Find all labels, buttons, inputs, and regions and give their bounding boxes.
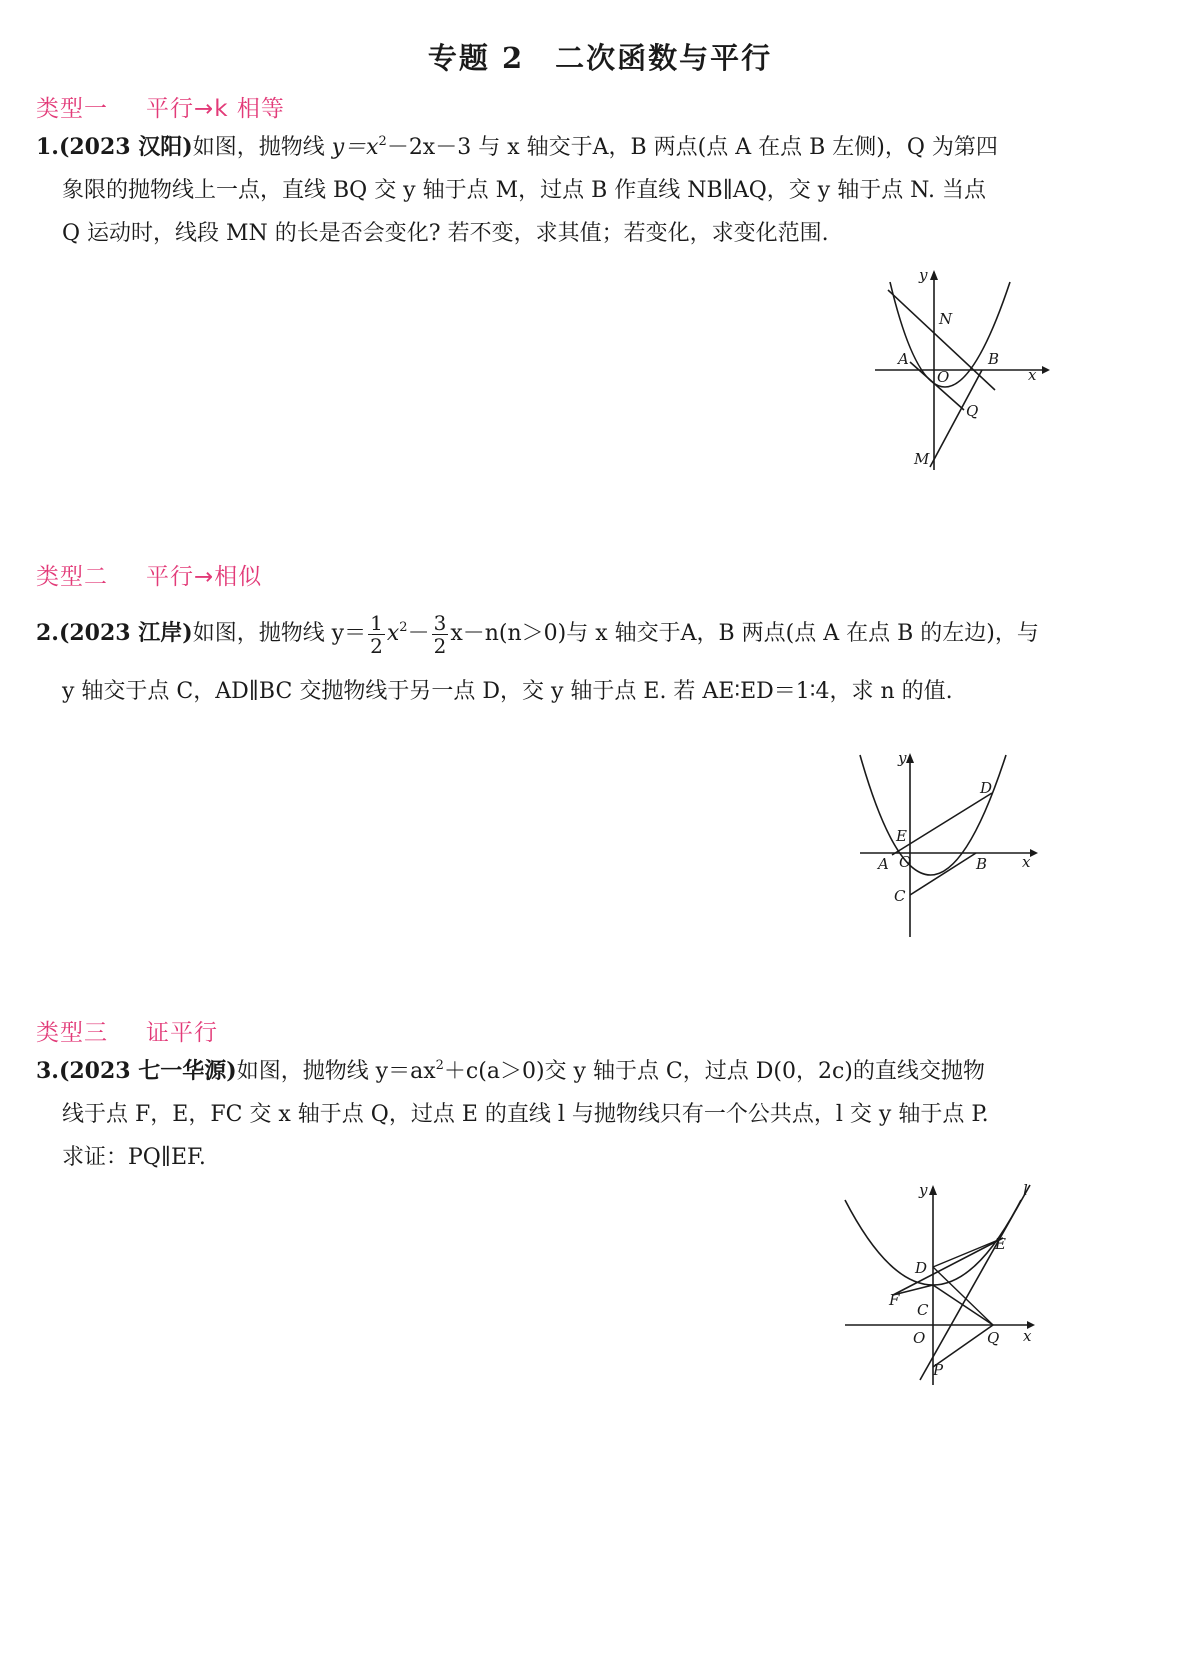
page-title: 专题 2 二次函数与平行	[427, 41, 773, 75]
problem-line: 线于点 F，E，FC 交 x 轴于点 Q，过点 E 的直线 l 与抛物线只有一个公共点，l 交 y 轴于点 P.	[62, 1102, 989, 1127]
fraction-denominator: 2	[370, 633, 383, 658]
variable: x	[386, 621, 400, 646]
problem-text: ＋c(a＞0)交 y 轴于点 C，过点 D(0，2c)的直线交抛物	[443, 1059, 985, 1084]
section-name: 证平行	[146, 1020, 218, 1046]
problem-text: 如图，抛物线 y＝ax	[236, 1059, 436, 1084]
section-label: 类型二	[36, 564, 108, 590]
point-label-D: D	[915, 1259, 928, 1277]
fraction-denominator: 2	[433, 633, 447, 658]
point-label-Q: Q	[966, 402, 979, 420]
figure-1	[870, 262, 1050, 486]
point-label-A: A	[898, 350, 909, 368]
operator: －	[407, 621, 430, 646]
exponent: 2	[378, 134, 387, 149]
problem-number: 1.	[36, 134, 59, 160]
problem-2	[36, 604, 1116, 721]
equation: y＝x	[331, 135, 379, 160]
problem-number: 2.	[36, 620, 59, 646]
point-label-E: E	[896, 827, 907, 845]
problem-text: x－n(n＞0)与 x 轴交于A，B 两点(点 A 在点 B 的左边)，与	[450, 621, 1039, 646]
section-name: 平行→k 相等	[146, 96, 285, 122]
axis-label-x: x	[1028, 366, 1037, 384]
axis-label-y: y	[898, 749, 907, 767]
fraction-numerator: 1	[370, 610, 383, 635]
exponent: 2	[435, 1058, 444, 1073]
point-label-B: B	[988, 350, 1000, 368]
exponent: 2	[399, 620, 408, 635]
problem-line: y 轴交于点 C，AD∥BC 交抛物线于另一点 D，交 y 轴于点 E. 若 AE∶ED＝1∶4，求 n 的值.	[62, 679, 953, 704]
problem-source: (2023 七一华源)	[58, 1058, 237, 1084]
point-label-Q: Q	[987, 1329, 1000, 1347]
figure-2	[850, 745, 1040, 949]
section-heading-3	[36, 1014, 218, 1047]
point-label-E: E	[995, 1235, 1006, 1253]
point-label-A: A	[878, 855, 889, 873]
point-label-D: D	[980, 779, 993, 797]
point-label-O: O	[899, 853, 912, 871]
problem-3	[36, 1050, 1116, 1179]
problem-text: 如图，抛物线	[192, 135, 332, 160]
problem-source: (2023 江岸)	[58, 620, 193, 646]
problem-source: (2023 汉阳)	[58, 134, 193, 160]
point-label-C: C	[894, 887, 906, 905]
axis-label-y: y	[919, 266, 928, 284]
axis-label-x: x	[1023, 1327, 1032, 1345]
section-name: 平行→相似	[146, 564, 263, 590]
section-label: 类型三	[36, 1020, 108, 1046]
problem-1	[36, 126, 1116, 255]
problem-line: 求证：PQ∥EF.	[62, 1145, 206, 1170]
point-label-M: M	[914, 450, 930, 468]
point-label-O: O	[913, 1329, 926, 1347]
problem-text: －2x－3 与 x 轴交于A，B 两点(点 A 在点 B 左侧)，Q 为第四	[386, 135, 998, 160]
line-label-l: l	[1023, 1181, 1028, 1199]
point-label-O: O	[937, 368, 950, 386]
section-heading-1	[36, 90, 285, 123]
section-label: 类型一	[36, 96, 108, 122]
point-label-C: C	[917, 1301, 929, 1319]
fraction-numerator: 3	[433, 610, 447, 635]
axis-label-y: y	[919, 1181, 928, 1199]
point-label-P: P	[933, 1361, 944, 1379]
fraction-one-half	[368, 612, 385, 657]
point-label-F: F	[889, 1291, 900, 1309]
problem-line: 象限的抛物线上一点，直线 BQ 交 y 轴于点 M，过点 B 作直线 NB∥AQ，交 y 轴于点 N. 当点	[62, 178, 987, 203]
problem-line: Q 运动时，线段 MN 的长是否会变化? 若不变，求其值；若变化，求变化范围.	[62, 221, 829, 246]
figure-3	[835, 1175, 1045, 1399]
problem-text: 如图，抛物线 y＝	[192, 621, 367, 646]
point-label-B: B	[976, 855, 988, 873]
axis-label-x: x	[1022, 853, 1031, 871]
problem-number: 3.	[36, 1058, 59, 1084]
fraction-three-halves	[432, 612, 449, 657]
point-label-N: N	[939, 310, 953, 328]
section-heading-2	[36, 558, 262, 591]
